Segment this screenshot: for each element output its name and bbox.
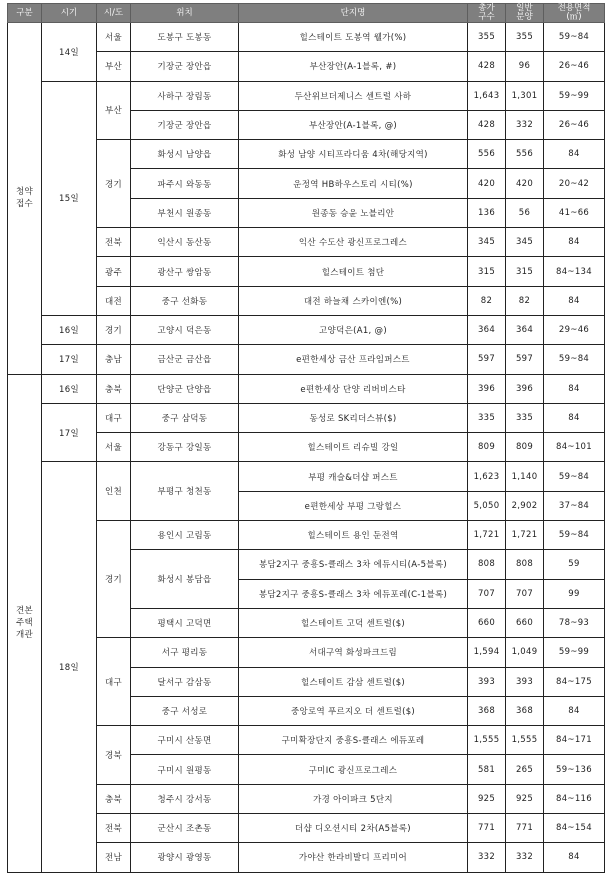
total-units-cell: 1,721 — [468, 521, 506, 550]
location-cell: 파주시 와동동 — [131, 169, 239, 198]
col-header-category: 구분 — [8, 4, 42, 23]
complex-cell: 힐스테이트 용인 둔전역 — [239, 521, 468, 550]
total-units-cell: 1,555 — [468, 726, 506, 755]
total-units-cell: 368 — [468, 696, 506, 725]
complex-cell: 가야산 한라비발디 프리미어 — [239, 843, 468, 872]
complex-cell: 두산위브더제니스 센트럴 사하 — [239, 81, 468, 110]
header-line: (㎡) — [566, 12, 582, 22]
total-units-cell: 1,594 — [468, 638, 506, 667]
location-cell: 단양군 단양읍 — [131, 374, 239, 403]
date-cell: 17일 — [42, 345, 97, 374]
general-sale-cell: 556 — [506, 140, 544, 169]
complex-cell: 힐스테이트 리슈빌 강일 — [239, 433, 468, 462]
header-line: 분양 — [516, 12, 533, 22]
table-row — [8, 23, 605, 52]
total-units-cell: 707 — [468, 579, 506, 608]
complex-cell: 구미IC 광신프로그레스 — [239, 755, 468, 784]
complex-cell: 힐스테이트 도봉역 웰가(%) — [239, 23, 468, 52]
location-cell: 기장군 장안읍 — [131, 110, 239, 139]
location-cell: 군산시 조촌동 — [131, 814, 239, 843]
complex-cell: 서대구역 화성파크드림 — [239, 638, 468, 667]
complex-cell: 힐스테이트 첨단 — [239, 257, 468, 286]
general-sale-cell: 332 — [506, 110, 544, 139]
total-units-cell: 136 — [468, 198, 506, 227]
group-model-house — [8, 374, 42, 872]
complex-cell: 대전 하늘채 스카이엔(%) — [239, 286, 468, 315]
location-cell: 용인시 고림동 — [131, 521, 239, 550]
area-cell: 37~84 — [544, 491, 605, 520]
general-sale-cell: 771 — [506, 814, 544, 843]
total-units-cell: 925 — [468, 784, 506, 813]
region-cell: 전북 — [97, 814, 131, 843]
area-cell: 84 — [544, 843, 605, 872]
total-units-cell: 335 — [468, 403, 506, 432]
total-units-cell: 5,050 — [468, 491, 506, 520]
general-sale-cell: 56 — [506, 198, 544, 227]
location-cell: 중구 선화동 — [131, 286, 239, 315]
general-sale-cell: 660 — [506, 608, 544, 637]
area-cell: 41~66 — [544, 198, 605, 227]
region-cell: 경기 — [97, 140, 131, 228]
complex-cell: 힐스테이트 감삼 센트럴($) — [239, 667, 468, 696]
complex-cell: 봉담2지구 중흥S-클래스 3차 에듀시티(A-5블록) — [239, 550, 468, 579]
complex-cell: 부평 캐슬&더샵 퍼스트 — [239, 462, 468, 491]
area-cell: 59~84 — [544, 23, 605, 52]
location-cell: 구미시 산동면 — [131, 726, 239, 755]
table-row — [8, 315, 605, 344]
location-cell: 사하구 장림동 — [131, 81, 239, 110]
complex-cell: 부산장안(A-1블록, @) — [239, 110, 468, 139]
general-sale-cell: 355 — [506, 23, 544, 52]
region-cell: 대전 — [97, 286, 131, 315]
area-cell: 29~46 — [544, 315, 605, 344]
total-units-cell: 332 — [468, 843, 506, 872]
col-header-total-units — [468, 4, 506, 23]
general-sale-cell: 809 — [506, 433, 544, 462]
location-cell: 광양시 광영동 — [131, 843, 239, 872]
table-row — [8, 843, 605, 872]
total-units-cell: 428 — [468, 52, 506, 81]
general-sale-cell: 707 — [506, 579, 544, 608]
area-cell: 84 — [544, 140, 605, 169]
total-units-cell: 355 — [468, 23, 506, 52]
area-cell: 84 — [544, 374, 605, 403]
general-sale-cell: 1,721 — [506, 521, 544, 550]
region-cell: 경기 — [97, 315, 131, 344]
area-cell: 84~175 — [544, 667, 605, 696]
general-sale-cell: 1,555 — [506, 726, 544, 755]
region-cell: 충남 — [97, 345, 131, 374]
location-cell: 도봉구 도봉동 — [131, 23, 239, 52]
region-cell: 충북 — [97, 374, 131, 403]
location-cell: 평택시 고덕면 — [131, 608, 239, 637]
total-units-cell: 771 — [468, 814, 506, 843]
total-units-cell: 315 — [468, 257, 506, 286]
general-sale-cell: 332 — [506, 843, 544, 872]
group-label-line: 청약 — [15, 187, 34, 198]
general-sale-cell: 335 — [506, 403, 544, 432]
table-row — [8, 403, 605, 432]
table-row — [8, 814, 605, 843]
table-row — [8, 228, 605, 257]
complex-cell: e편한세상 금산 프라임퍼스트 — [239, 345, 468, 374]
complex-cell: 화성 남양 시티프라디움 4차(해당지역) — [239, 140, 468, 169]
complex-cell: 힐스테이트 고덕 센트럴($) — [239, 608, 468, 637]
area-cell: 59~84 — [544, 462, 605, 491]
region-cell: 부산 — [97, 52, 131, 81]
general-sale-cell: 364 — [506, 315, 544, 344]
location-cell: 중구 삼덕동 — [131, 403, 239, 432]
location-cell: 구미시 원평동 — [131, 755, 239, 784]
general-sale-cell: 1,140 — [506, 462, 544, 491]
general-sale-cell: 265 — [506, 755, 544, 784]
area-cell: 84 — [544, 403, 605, 432]
total-units-cell: 393 — [468, 667, 506, 696]
header-row — [8, 4, 605, 23]
location-cell: 화성시 봉담읍 — [131, 550, 239, 609]
area-cell: 59~99 — [544, 81, 605, 110]
location-cell: 강동구 강일동 — [131, 433, 239, 462]
location-cell: 익산시 동산동 — [131, 228, 239, 257]
date-cell: 14일 — [42, 23, 97, 82]
location-cell: 청주시 강서동 — [131, 784, 239, 813]
table-row — [8, 52, 605, 81]
col-header-general-sale — [506, 4, 544, 23]
general-sale-cell: 597 — [506, 345, 544, 374]
total-units-cell: 345 — [468, 228, 506, 257]
group-label-line: 개관 — [15, 630, 34, 641]
area-cell: 84~101 — [544, 433, 605, 462]
general-sale-cell: 396 — [506, 374, 544, 403]
table-row — [8, 374, 605, 403]
table-row — [8, 286, 605, 315]
group-label-line: 주택 — [15, 618, 34, 629]
region-cell: 대구 — [97, 638, 131, 726]
col-header-date: 시기 — [42, 4, 97, 23]
complex-cell: 익산 수도산 광신프로그레스 — [239, 228, 468, 257]
region-cell: 경기 — [97, 521, 131, 638]
complex-cell: 중앙로역 푸르지오 더 센트럴($) — [239, 696, 468, 725]
complex-cell: 봉담2지구 중흥S-클래스 3차 에듀포레(C-1블록) — [239, 579, 468, 608]
table-row — [8, 521, 605, 550]
total-units-cell: 428 — [468, 110, 506, 139]
area-cell: 26~46 — [544, 110, 605, 139]
total-units-cell: 809 — [468, 433, 506, 462]
location-cell: 중구 서성로 — [131, 696, 239, 725]
general-sale-cell: 82 — [506, 286, 544, 315]
location-cell: 고양시 덕은동 — [131, 315, 239, 344]
area-cell: 59~84 — [544, 345, 605, 374]
complex-cell: 부산장안(A-1블록, #) — [239, 52, 468, 81]
general-sale-cell: 925 — [506, 784, 544, 813]
area-cell: 84~154 — [544, 814, 605, 843]
complex-cell: 고양덕은(A1, @) — [239, 315, 468, 344]
table-row — [8, 433, 605, 462]
complex-cell: e편한세상 단양 리버비스타 — [239, 374, 468, 403]
area-cell: 84 — [544, 696, 605, 725]
table-row — [8, 257, 605, 286]
area-cell: 20~42 — [544, 169, 605, 198]
table-row — [8, 140, 605, 169]
general-sale-cell: 315 — [506, 257, 544, 286]
area-cell: 84~171 — [544, 726, 605, 755]
total-units-cell: 808 — [468, 550, 506, 579]
col-header-complex: 단지명 — [239, 4, 468, 23]
region-cell: 부산 — [97, 81, 131, 140]
header-line: 구수 — [478, 12, 495, 22]
table-row — [8, 81, 605, 110]
table-row — [8, 726, 605, 755]
area-cell: 84~116 — [544, 784, 605, 813]
general-sale-cell: 2,902 — [506, 491, 544, 520]
location-cell: 광산구 쌍암동 — [131, 257, 239, 286]
complex-cell: 운정역 HB하우스토리 시티(%) — [239, 169, 468, 198]
region-cell: 서울 — [97, 433, 131, 462]
complex-cell: 동성로 SK리더스뷰($) — [239, 403, 468, 432]
total-units-cell: 364 — [468, 315, 506, 344]
region-cell: 충북 — [97, 784, 131, 813]
table-row — [8, 462, 605, 491]
complex-cell: 원종동 승윤 노블리안 — [239, 198, 468, 227]
total-units-cell: 1,623 — [468, 462, 506, 491]
total-units-cell: 420 — [468, 169, 506, 198]
area-cell: 59~99 — [544, 638, 605, 667]
area-cell: 99 — [544, 579, 605, 608]
date-cell: 16일 — [42, 374, 97, 403]
table-row — [8, 638, 605, 667]
region-cell: 전남 — [97, 843, 131, 872]
area-cell: 78~93 — [544, 608, 605, 637]
total-units-cell: 660 — [468, 608, 506, 637]
group-label-line: 접수 — [15, 199, 34, 210]
total-units-cell: 581 — [468, 755, 506, 784]
total-units-cell: 396 — [468, 374, 506, 403]
location-cell: 달서구 감삼동 — [131, 667, 239, 696]
region-cell: 서울 — [97, 23, 131, 52]
location-cell: 서구 평리동 — [131, 638, 239, 667]
region-cell: 전북 — [97, 228, 131, 257]
complex-cell: e편한세상 부평 그랑힐스 — [239, 491, 468, 520]
location-cell: 금산군 금산읍 — [131, 345, 239, 374]
general-sale-cell: 96 — [506, 52, 544, 81]
complex-cell: 구미확장단지 중흥S-클래스 에듀포레 — [239, 726, 468, 755]
complex-cell: 더샵 디오션시티 2차(A5블록) — [239, 814, 468, 843]
complex-cell: 가경 아이파크 5단지 — [239, 784, 468, 813]
general-sale-cell: 368 — [506, 696, 544, 725]
location-cell: 부천시 원종동 — [131, 198, 239, 227]
date-cell: 15일 — [42, 81, 97, 315]
header-line: 일반 — [516, 3, 533, 13]
total-units-cell: 556 — [468, 140, 506, 169]
region-cell: 대구 — [97, 403, 131, 432]
date-cell: 17일 — [42, 403, 97, 462]
col-header-area — [544, 4, 605, 23]
table-row — [8, 784, 605, 813]
area-cell: 84 — [544, 286, 605, 315]
general-sale-cell: 1,301 — [506, 81, 544, 110]
housing-schedule-table — [7, 3, 605, 873]
area-cell: 59 — [544, 550, 605, 579]
region-cell: 경북 — [97, 726, 131, 785]
region-cell: 인천 — [97, 462, 131, 521]
col-header-region: 시/도 — [97, 4, 131, 23]
header-line: 총가 — [478, 3, 495, 13]
date-cell: 16일 — [42, 315, 97, 344]
total-units-cell: 597 — [468, 345, 506, 374]
total-units-cell: 82 — [468, 286, 506, 315]
general-sale-cell: 1,049 — [506, 638, 544, 667]
total-units-cell: 1,643 — [468, 81, 506, 110]
area-cell: 59~84 — [544, 521, 605, 550]
general-sale-cell: 345 — [506, 228, 544, 257]
group-subscription — [8, 23, 42, 375]
location-cell: 화성시 남양읍 — [131, 140, 239, 169]
area-cell: 26~46 — [544, 52, 605, 81]
table-row — [8, 345, 605, 374]
group-label-line: 견본 — [15, 606, 34, 617]
general-sale-cell: 393 — [506, 667, 544, 696]
location-cell: 부평구 청천동 — [131, 462, 239, 521]
location-cell: 기장군 장안읍 — [131, 52, 239, 81]
region-cell: 광주 — [97, 257, 131, 286]
area-cell: 84 — [544, 228, 605, 257]
header-line: 전용면적 — [557, 3, 591, 13]
date-cell: 18일 — [42, 462, 97, 872]
area-cell: 84~134 — [544, 257, 605, 286]
area-cell: 59~136 — [544, 755, 605, 784]
general-sale-cell: 420 — [506, 169, 544, 198]
general-sale-cell: 808 — [506, 550, 544, 579]
col-header-location: 위치 — [131, 4, 239, 23]
